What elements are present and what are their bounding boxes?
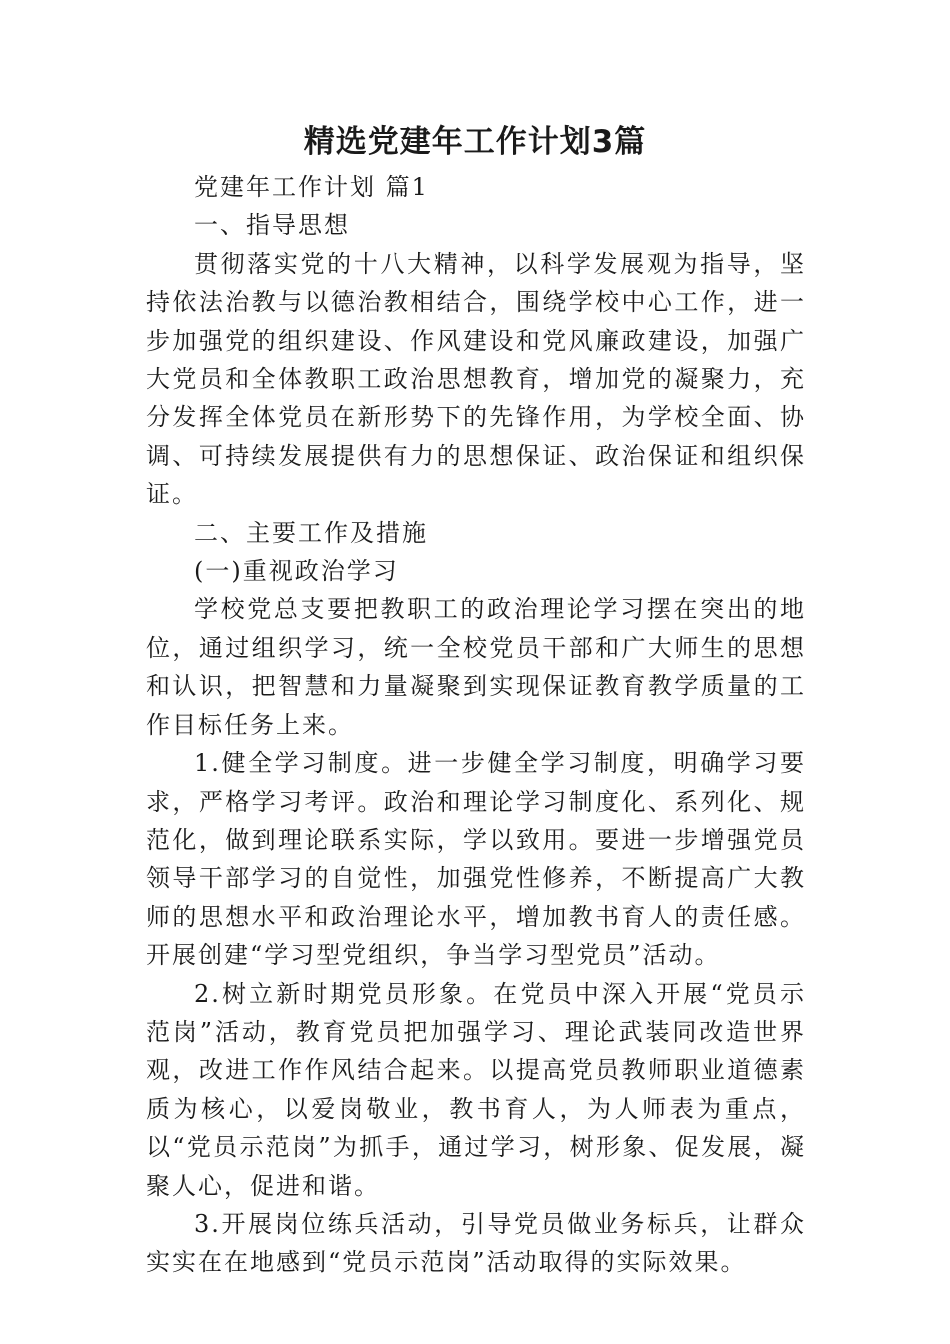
document-body bbox=[146, 168, 806, 1282]
paragraph-guiding-ideology: 贯彻落实党的十八大精神，以科学发展观为指导，坚持依法治教与以德治教相结合，围绕学校中心工作，进一步加强党的组织建设、作风建设和党风廉政建设，加强广大党员和全体教职工政治思想教育，增加党的凝聚力，充分发挥全体党员在新形势下的先锋作用，为学校全面、协调、可持续发展提供有力的思想保证、政治保证和组织保证。 bbox=[146, 249, 806, 509]
paragraph-political-study: 学校党总支要把教职工的政治理论学习摆在突出的地位，通过组织学习，统一全校党员干部和广大师生的思想和认识，把智慧和力量凝聚到实现保证教育教学质量的工作目标任务上来。 bbox=[146, 595, 806, 739]
heading-main-work: 二、主要工作及措施 bbox=[194, 518, 428, 547]
list-item-2: 2.树立新时期党员形象。在党员中深入开展“党员示范岗”活动，教育党员把加强学习、理论武装同改造世界观，改进工作作风结合起来。以提高党员教师职业道德素质为核心，以爱岗敬业，教书育人，为人师表为重点，以“党员示范岗”为抓手，通过学习，树形象、促发展，凝聚人心，促进和谐。 bbox=[146, 979, 806, 1200]
list-item-3: 3.开展岗位练兵活动，引导党员做业务标兵，让群众实实在在地感到“党员示范岗”活动取得的实际效果。 bbox=[146, 1209, 806, 1277]
section-heading-part-1: 党建年工作计划 篇1 bbox=[194, 173, 429, 201]
list-item-1: 1.健全学习制度。进一步健全学习制度，明确学习要求，严格学习考评。政治和理论学习制度化、系列化、规范化，做到理论联系实际，学以致用。要进一步增强党员领导干部学习的自觉性，加强党性修养，不断提高广大教师的思想水平和政治理论水平，增加教书育人的责任感。开展创建“学习型党组织，争当学习型党员”活动。 bbox=[146, 749, 806, 970]
subheading-political-study: (一)重视政治学习 bbox=[194, 557, 399, 586]
heading-guiding-ideology: 一、指导思想 bbox=[194, 211, 350, 240]
document-title: 精选党建年工作计划3篇 bbox=[303, 124, 647, 160]
